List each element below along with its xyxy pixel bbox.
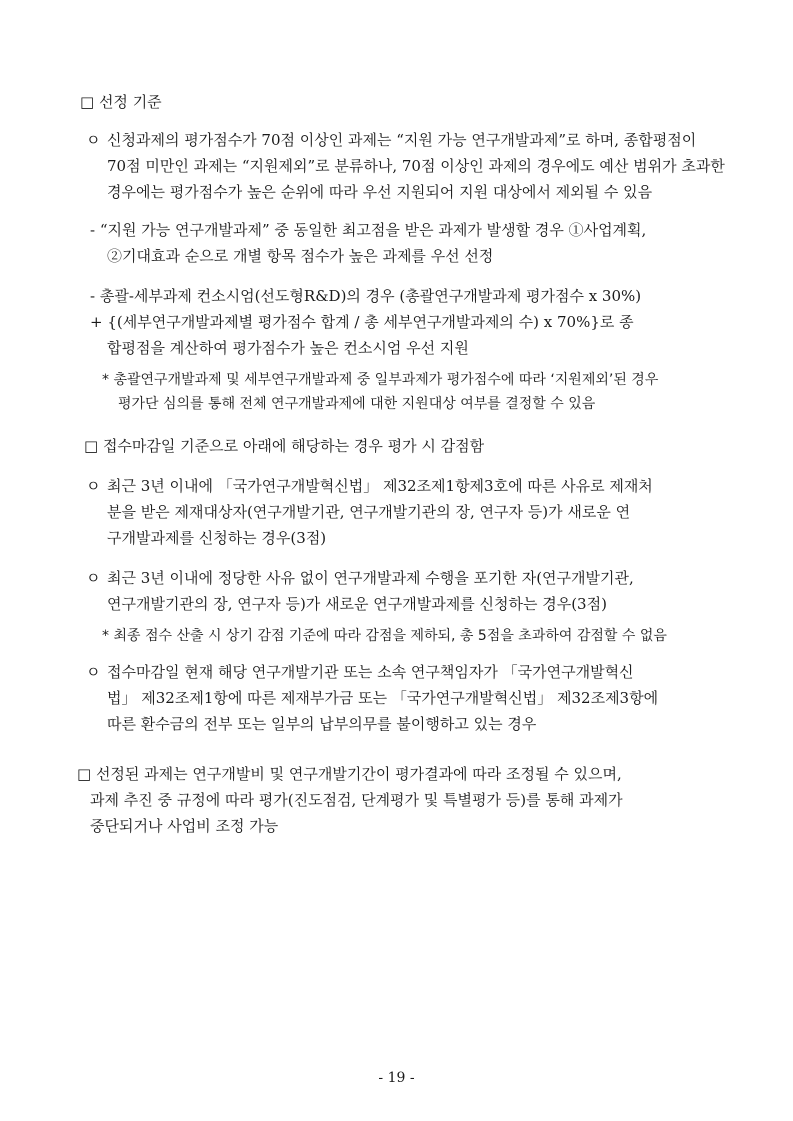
page-number: - 19 - — [378, 1070, 415, 1086]
note1-line-2: 평가단 심의를 통해 전체 연구개발과제에 대한 지원대상 여부를 결정할 수 있음 — [118, 396, 596, 412]
bullet-marker: ㅇ — [86, 477, 101, 495]
bullet-marker: ㅇ — [86, 131, 101, 149]
item2-line-3: 구개발과제를 신청하는 경우(3점) — [107, 529, 327, 547]
sub1-line-1: - “지원 가능 연구개발과제” 중 동일한 최고점을 받은 과제가 발생할 경우 ①사업계획, — [90, 221, 647, 239]
item4-line-2: 법」 제32조제1항에 따른 제재부가금 또는 「국가연구개발혁신법」 제32조제3항에 — [107, 689, 659, 707]
note2-line: * 최종 점수 산출 시 상기 감점 기준에 따라 감점을 제하되, 총 5점을 초과하여 감점할 수 없음 — [102, 628, 667, 644]
sub2-line-2: + {(세부연구개발과제별 평가점수 합계 / 총 세부연구개발과제의 수) x 70%}로 종 — [90, 313, 634, 331]
item3-line-2: 연구개발기관의 장, 연구자 등)가 새로운 연구개발과제를 신청하는 경우(3점) — [107, 595, 607, 613]
bullet-marker: ㅇ — [86, 663, 101, 681]
sub1-line-2: ②기대효과 순으로 개별 항목 점수가 높은 과제를 우선 선정 — [107, 247, 494, 265]
sub2-line-1: - 총괄-세부과제 컨소시엄(선도형R&D)의 경우 (총괄연구개발과제 평가점수 x 30%) — [90, 287, 642, 305]
item1-line-2: 70점 미만인 과제는 “지원제외”로 분류하나, 70점 이상인 과제의 경우에도 예산 범위가 초과한 — [107, 157, 725, 175]
item1-line-3: 경우에는 평가점수가 높은 순위에 따라 우선 지원되어 지원 대상에서 제외될 수 있음 — [107, 183, 653, 201]
note1-line-1: * 총괄연구개발과제 및 세부연구개발과제 중 일부과제가 평가점수에 따라 ‘지원제외’된 경우 — [102, 372, 659, 388]
item2-line-2: 분을 받은 제재대상자(연구개발기관, 연구개발기관의 장, 연구자 등)가 새로운 연 — [107, 503, 631, 521]
section-heading-adjustment-line-1: □ 선정된 과제는 연구개발비 및 연구개발기간이 평가결과에 따라 조정될 수 있으며, — [77, 765, 622, 783]
bullet-marker: ㅇ — [86, 569, 101, 587]
item2-line-1: 최근 3년 이내에 「국가연구개발혁신법」 제32조제1항제3호에 따른 사유로 제재처 — [107, 477, 653, 495]
item4-line-3: 따른 환수금의 전부 또는 일부의 납부의무를 불이행하고 있는 경우 — [107, 715, 537, 733]
section-heading-adjustment-line-2: 과제 추진 중 규정에 따라 평가(진도점검, 단계평가 및 특별평가 등)를 통해 과제가 — [90, 791, 623, 809]
section-heading-adjustment-line-3: 중단되거나 사업비 조정 가능 — [90, 817, 279, 835]
item3-line-1: 최근 3년 이내에 정당한 사유 없이 연구개발과제 수행을 포기한 자(연구개발기관, — [107, 569, 634, 587]
section-heading-deduction: □ 접수마감일 기준으로 아래에 해당하는 경우 평가 시 감점함 — [84, 437, 485, 455]
sub2-line-3: 합평점을 계산하여 평가점수가 높은 컨소시엄 우선 지원 — [107, 339, 469, 357]
item1-line-1: 신청과제의 평가점수가 70점 이상인 과제는 “지원 가능 연구개발과제”로 하며, 종합평점이 — [107, 131, 697, 149]
item4-line-1: 접수마감일 현재 해당 연구개발기관 또는 소속 연구책임자가 「국가연구개발혁신 — [107, 663, 634, 681]
section-heading-selection-criteria: □ 선정 기준 — [80, 93, 162, 111]
